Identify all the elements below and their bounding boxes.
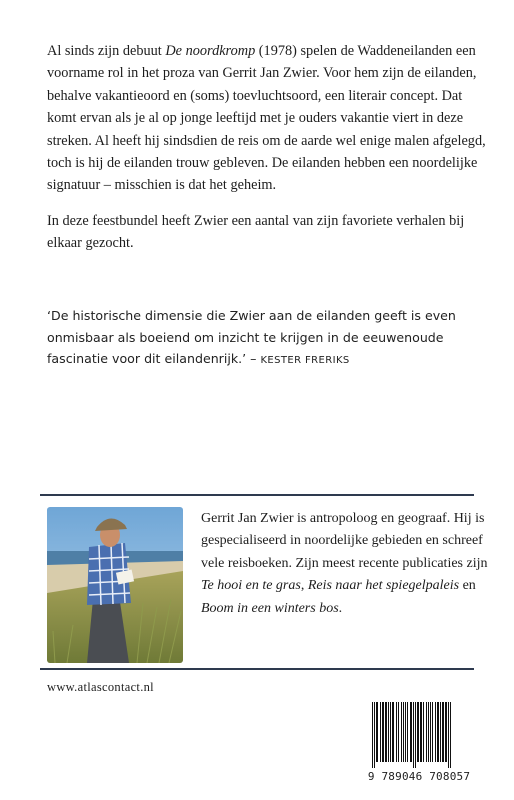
barcode-bar [430,702,431,762]
barcode-bar [372,702,373,768]
barcode-bar [423,702,424,762]
book-title-1: Te hooi en te gras [201,578,301,594]
barcode-bar [448,702,449,768]
barcode-bar [388,702,389,762]
top-divider [40,494,474,496]
author-photo-illustration [47,507,183,663]
barcode-bar [440,702,441,762]
barcode-bars [364,700,474,770]
barcode-bar [385,702,387,762]
bottom-divider [40,668,474,670]
barcode-bar [401,702,402,762]
barcode-bar [410,702,412,762]
barcode-bar [437,702,439,762]
barcode-bar [374,702,375,768]
bio-text: Gerrit Jan Zwier is antropoloog en geograaf. Hij is gespecialiseerd in noordelijke gebieden en schreef vele reisboeken. Zijn meest recente publicaties zijn [201,511,488,571]
barcode-bar [442,702,444,762]
barcode-bar [420,702,422,762]
barcode-bar [426,702,427,762]
review-quote [47,305,497,372]
barcode-bar [405,702,406,762]
barcode-bar [428,702,429,762]
barcode-bar [407,702,408,762]
barcode-bar [445,702,447,762]
barcode-bar [380,702,381,762]
barcode-bar [376,702,378,762]
barcode-bar [417,702,419,762]
barcode-bar [403,702,404,762]
back-cover-blurb [47,40,487,255]
blurb-p1-start: Al sinds zijn debuut [47,43,166,59]
bio-separator-2: en [459,578,476,594]
bio-end: . [338,600,343,616]
barcode-bar [415,702,416,768]
blurb-p1-rest: (1978) spelen de Waddeneilanden een voorname rol in het proza van Gerrit Jan Zwier. Voor hem zijn de eilanden, behalve vakantieoord en (soms) toevluchtsoord, een literair concept. Dat komt ervan als je al op jonge leeftijd met je ouders vakantie viert in deze streken. Al heeft hij sindsdien de reis om de aarde wel enige malen afgelegd, toch is hij de eilanden trouw gebleven. De eilanden hebben een noordelijke signatuur – misschien is dat het geheim. [47,43,486,194]
quote-attribution: KESTER FRERIKS [260,355,350,367]
book-title-2: Reis naar het spiegelpaleis [307,578,460,594]
blurb-paragraph-2: In deze feestbundel heeft Zwier een aantal van zijn favoriete verhalen bij elkaar gezocht. [47,212,465,252]
barcode-bar [450,702,451,768]
barcode-bar [413,702,414,768]
isbn-barcode [364,700,474,786]
debut-title: De noordkromp [165,43,256,59]
quote-text: ‘De historische dimensie die Zwier aan de eilanden geeft is even onmisbaar als boeiend om inzicht te krijgen in de eeuwenoude fascinatie voor dit eilandenrijk.’ – [47,308,456,367]
barcode-bar [396,702,397,762]
barcode-digits: 9 789046 708057 [367,770,471,783]
author-photo [47,507,183,663]
barcode-bar [382,702,384,762]
barcode-bar [392,702,394,762]
bio-separator-1: , [300,578,308,594]
barcode-bar [435,702,436,762]
barcode-bar [398,702,399,762]
book-title-3: Boom in een winters bos [201,600,339,616]
author-bio [201,508,491,620]
blurb-paragraph-1 [47,40,487,197]
barcode-bar [390,702,391,762]
barcode-bar [432,702,433,762]
publisher-url[interactable]: www.atlascontact.nl [47,680,154,694]
